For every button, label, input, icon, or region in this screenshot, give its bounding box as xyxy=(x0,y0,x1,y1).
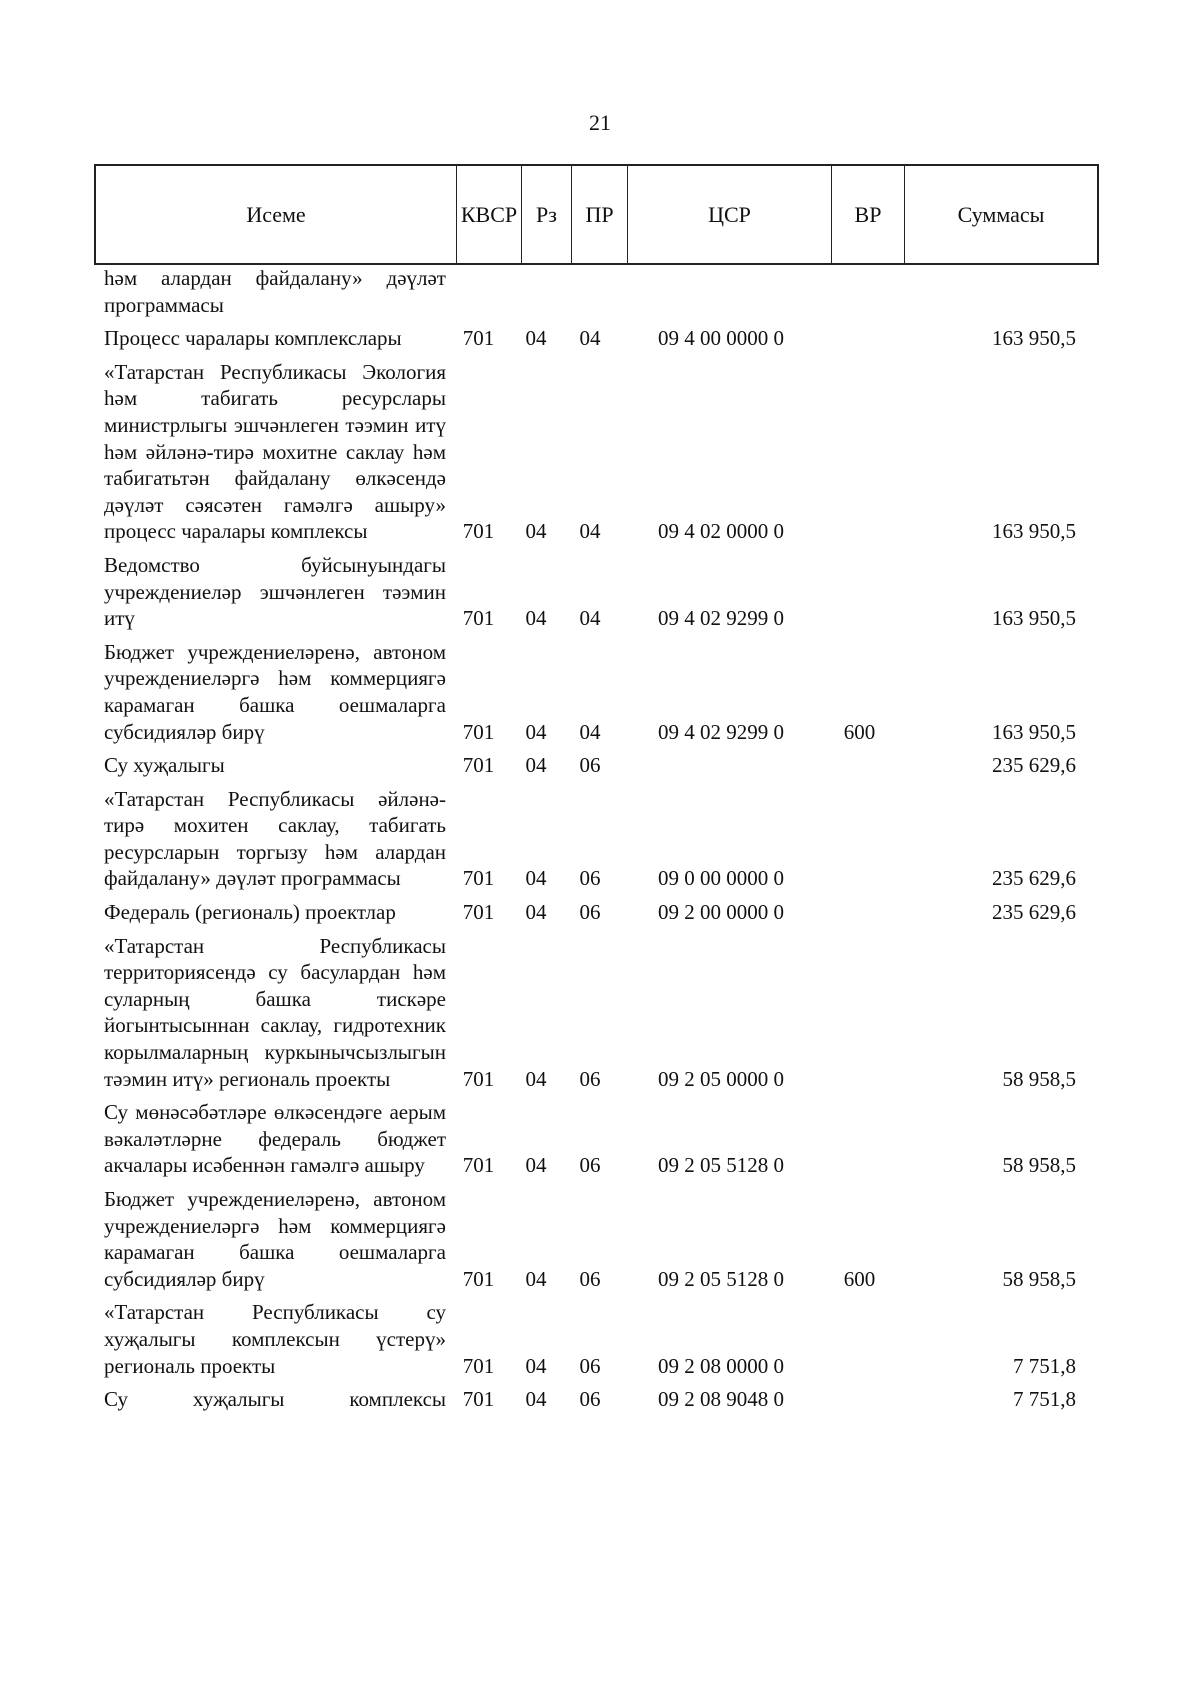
header-sum: Суммасы xyxy=(957,201,1045,227)
row-rz: 04 xyxy=(525,753,547,778)
row-csr: 09 4 02 0000 0 xyxy=(658,519,784,544)
table-body xyxy=(94,265,1099,1420)
table-row xyxy=(94,359,1099,545)
row-rz: 04 xyxy=(525,1353,547,1378)
header-kvsr: КВСР xyxy=(457,166,522,263)
row-rz: 04 xyxy=(525,1387,547,1412)
row-sum: 7 751,8 xyxy=(1013,1387,1076,1412)
row-rz: 04 xyxy=(525,1266,547,1291)
row-sum: 58 958,5 xyxy=(1002,1153,1076,1178)
row-csr: 09 2 00 0000 0 xyxy=(658,900,784,925)
row-pr: 04 xyxy=(579,719,601,744)
row-pr: 06 xyxy=(579,753,601,778)
row-csr: 09 4 02 9299 0 xyxy=(658,606,784,631)
row-name: Су хуҗалыгы xyxy=(104,753,225,778)
row-sum: 235 629,6 xyxy=(992,753,1076,778)
table-row xyxy=(94,1386,1099,1413)
row-name: һәм алардан файдалану» дәүләт программасы xyxy=(104,266,446,317)
row-pr: 06 xyxy=(579,1387,601,1412)
row-sum: 163 950,5 xyxy=(992,606,1076,631)
row-sum: 163 950,5 xyxy=(992,326,1076,351)
row-kvsr: 701 xyxy=(462,606,495,631)
header-name: Исеме xyxy=(96,166,457,263)
header-csr: ЦСР xyxy=(628,166,832,263)
row-name: Су мөнәсәбәтләре өлкәсендәге аерым вәкаләтләрне федераль бюджет акчалары исәбеннән гамәлгә ашыру xyxy=(104,1100,446,1178)
row-kvsr: 701 xyxy=(462,1353,495,1378)
row-csr: 09 4 02 9299 0 xyxy=(658,719,784,744)
table-row xyxy=(94,786,1099,892)
table-row xyxy=(94,1099,1099,1179)
row-name: Бюджет учреждениеләренә, автоном учреждениеләргә һәм коммерциягә карамаган башка оешмаларга субсидияләр бирү xyxy=(104,1187,446,1291)
row-name: Бюджет учреждениеләренә, автоном учреждениеләргә һәм коммерциягә карамаган башка оешмаларга субсидияләр бирү xyxy=(104,639,446,744)
row-rz: 04 xyxy=(525,1066,547,1091)
row-csr: 09 2 08 0000 0 xyxy=(658,1353,784,1378)
row-kvsr: 701 xyxy=(462,719,495,744)
table-row xyxy=(94,325,1099,352)
row-csr: 09 2 05 5128 0 xyxy=(658,1153,784,1178)
table-row xyxy=(94,639,1099,745)
row-pr: 06 xyxy=(579,900,601,925)
table-row xyxy=(94,265,1099,318)
row-rz: 04 xyxy=(525,326,547,351)
row-pr: 06 xyxy=(579,1066,601,1091)
row-sum: 7 751,8 xyxy=(1013,1353,1076,1378)
row-name: Процесс чаралары комплекслары xyxy=(104,326,402,351)
row-rz: 04 xyxy=(525,866,547,891)
table-row xyxy=(94,1299,1099,1379)
row-name: «Татарстан Республикасы Экология һәм табигать ресурслары министрлыгы эшчәнлеген тәэмин итү һәм әйләнә-тирә мохитне саклау һәм табигатьтән файдалану өлкәсендә дәүләт сәясәтен гамәлгә ашыру» процесс чаралары комплексы xyxy=(104,359,446,544)
row-kvsr: 701 xyxy=(462,866,495,891)
row-rz: 04 xyxy=(525,1153,547,1178)
row-rz: 04 xyxy=(525,519,547,544)
table-row xyxy=(94,933,1099,1093)
table-row xyxy=(94,899,1099,926)
row-pr: 04 xyxy=(579,326,601,351)
row-name: Ведомство буйсынуындагы учреждениеләр эшчәнлеген тәэмин итү xyxy=(104,552,446,631)
row-csr: 09 4 00 0000 0 xyxy=(658,326,784,351)
table-row xyxy=(94,1186,1099,1292)
row-pr: 06 xyxy=(579,1266,601,1291)
row-rz: 04 xyxy=(525,719,547,744)
row-name: «Татарстан Республикасы территориясендә су басулардан һәм суларның башка тискәре йогынтысыннан саклау, гидротехник корылмаларның куркынычсызлыгын тәэмин итү» региональ проекты xyxy=(104,933,446,1091)
row-name: Федераль (региональ) проектлар xyxy=(104,900,396,925)
row-kvsr: 701 xyxy=(462,900,495,925)
row-sum: 163 950,5 xyxy=(992,519,1076,544)
header-vr: ВР xyxy=(832,166,905,263)
row-pr: 06 xyxy=(579,1153,601,1178)
row-name: «Татарстан Республикасы су хуҗалыгы комплексын үстерү» региональ проекты xyxy=(104,1300,446,1378)
row-kvsr: 701 xyxy=(462,1066,495,1091)
row-csr: 09 0 00 0000 0 xyxy=(658,866,784,891)
table-header xyxy=(94,164,1099,265)
row-kvsr: 701 xyxy=(462,1153,495,1178)
row-kvsr: 701 xyxy=(462,326,495,351)
row-name: «Татарстан Республикасы әйләнә-тирә мохитен саклау, табигать ресурсларын торгызу һәм алардан файдалану» дәүләт программасы xyxy=(104,786,446,891)
table-row xyxy=(94,752,1099,779)
row-pr: 06 xyxy=(579,1353,601,1378)
row-sum: 235 629,6 xyxy=(992,900,1076,925)
header-pr: ПР xyxy=(572,166,628,263)
row-sum: 163 950,5 xyxy=(992,719,1076,744)
row-rz: 04 xyxy=(525,606,547,631)
row-sum: 58 958,5 xyxy=(1002,1066,1076,1091)
row-name: Су хуҗалыгы комплексы xyxy=(104,1387,446,1412)
row-csr: 09 2 05 5128 0 xyxy=(658,1266,784,1291)
row-kvsr: 701 xyxy=(462,1387,495,1412)
row-vr: 600 xyxy=(843,1266,876,1291)
row-csr: 09 2 08 9048 0 xyxy=(658,1387,784,1412)
row-kvsr: 701 xyxy=(462,753,495,778)
row-pr: 06 xyxy=(579,866,601,891)
row-csr: 09 2 05 0000 0 xyxy=(658,1066,784,1091)
header-rz: Рз xyxy=(522,166,572,263)
row-kvsr: 701 xyxy=(462,519,495,544)
row-sum: 58 958,5 xyxy=(1002,1266,1076,1291)
page-number: 21 xyxy=(589,110,611,135)
row-sum: 235 629,6 xyxy=(992,866,1076,891)
row-pr: 04 xyxy=(579,606,601,631)
table-row xyxy=(94,552,1099,632)
row-pr: 04 xyxy=(579,519,601,544)
row-vr: 600 xyxy=(843,719,876,744)
row-kvsr: 701 xyxy=(462,1266,495,1291)
row-rz: 04 xyxy=(525,900,547,925)
